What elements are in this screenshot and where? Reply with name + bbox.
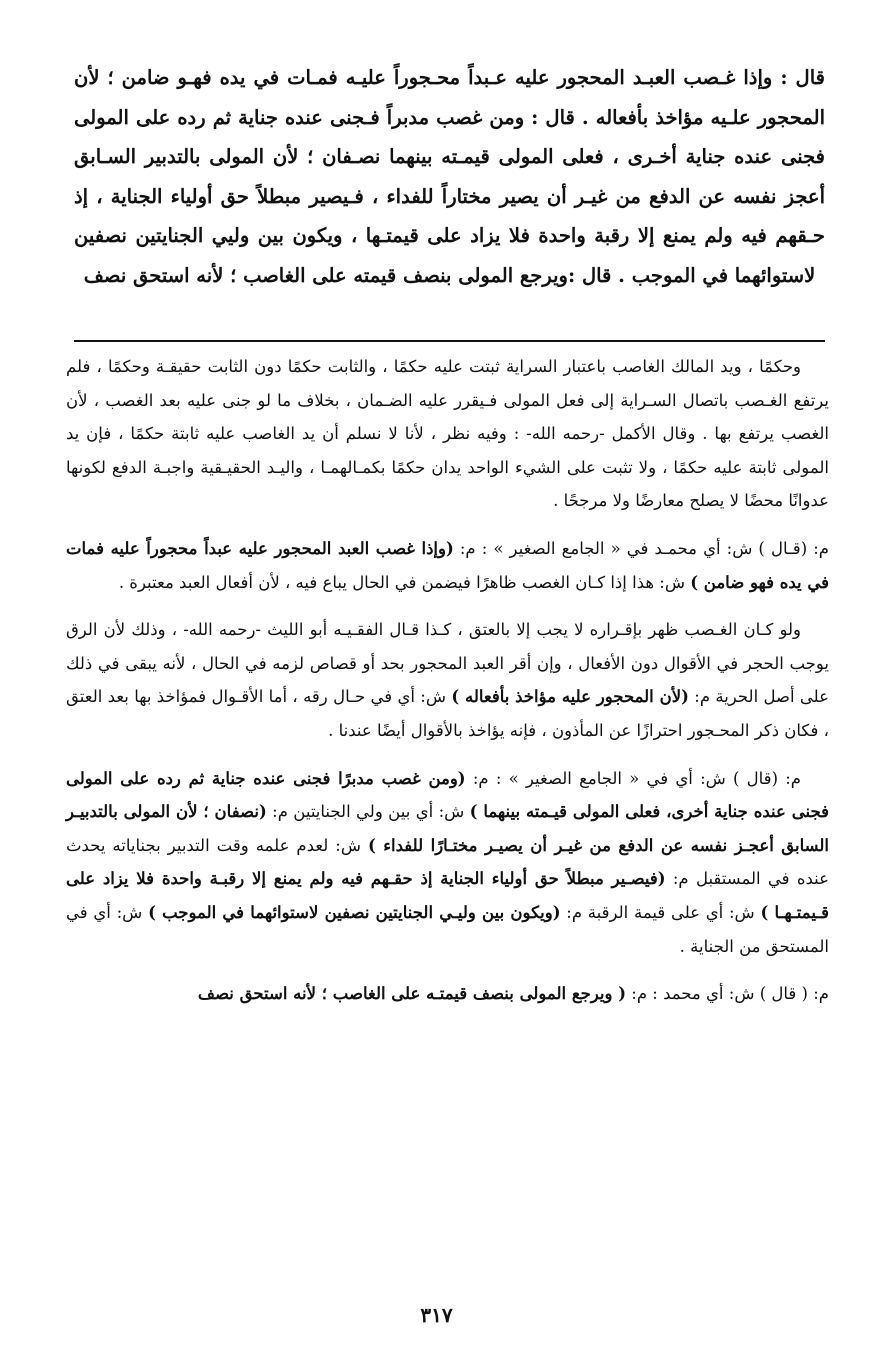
main-text: قال : وإذا غـصب العبـد المحجور عليه عـبداً محـجوراً عليـه فمـات في يده فهـو ضامن ؛ لأن المحجور علـيه مؤاخذ بأفعاله . قال : ومن غصب مدبراً فـجنى عنده جناية ثم رده على المولى فجنى عنده جناية أخـرى ، فعلى المولى قيمـته بينهما نصـفان ؛ لأن المولى بالتدبير السـابق أعجز نفسه عن الدفع من غيـر أن يصير مختاراً للفداء ، فـيصير مبطلاً حق أولياء الجناية ، إذ حـقهم فيه ولم يمنع إلا رقبة واحدة فلا يزاد على قيمتـها ، ويكون بين وليي الجنايتين نصفين لاستوائهما في الموجب . قال :ويرجع المولى بنصف قيمته على الغاصب ؛ لأنه استحق نصف: [74, 66, 825, 287]
plain-text: ش: أي في حـال رقه ، أما الأقـوال فمؤاخذ بها بعد العتق ، فكان ذكر المحـجور احترازًا عن المأذون ، فإنه يؤاخذ بالأقوال أيضًا عندنا .: [66, 687, 829, 740]
commentary-paragraph-4: [66, 762, 829, 964]
plain-text: ش: هذا إذا كـان الغصب ظاهرًا فيضمن في الحال يباع فيه ، لأن أفعال العبد معتبرة .: [118, 572, 691, 592]
commentary-paragraph-5: [66, 977, 829, 1011]
commentary-paragraph-2: [66, 532, 829, 599]
quoted-matn: (ومن غصب مدبرًا فجنى عنده جناية ثم رده على المولى فجنى عنده جناية أخرى، فعلى المولى قيـمته بينهما ): [66, 768, 829, 822]
plain-text: ش: أي على قيمة الرقبة م:: [560, 902, 761, 922]
commentary: [66, 350, 829, 1011]
quoted-matn: (فيصـير مبطلاً حق أولياء الجناية إذ حقـهم فيه ولم يمنع إلا رقبـة واحدة فلا يزاد على قـيمتـهـا ): [66, 869, 830, 922]
quoted-matn: (نصفان ؛ لأن المولى بالتدبيـر السابق أعجـز نفسه عن الدفع من غيـر أن يصيـر مختـارًا للفداء ): [66, 802, 829, 855]
footnote-divider: [74, 340, 825, 342]
page-number: ٣١٧: [420, 1303, 453, 1327]
plain-text: م: (قال ) ش: أي في « الجامع الصغير » : م:: [465, 768, 801, 788]
commentary-paragraph-1: وحكمًا ، ويد المالك الغاصب باعتبار السراية ثبتت عليه حكمًا ، والثابت حكمًا دون الثابت حقيقـة وحكمًا ، فلم يرتفع الغـصب باتصال السـراية إلى فعل المولى فـيقرر عليه الضـمان ، بخلاف ما لو جنى عليه بعد الغصب ، لأن الغصب يرتفع بها . وقال الأكمل -رحمه الله- : وفيه نظر ، لأنا لا نسلم أن يد الغاصب عليه ثابتة حكمًا ، فإن يد المولى ثابتة عليه حكمًا ، ولا تثبت على الشيء الواحد يدان حكمًا بكمـالهمـا ، واليـد الحقيـقية واجبـة الدفع لكونها عدوانًا محضًا لا يصلح معارضًا ولا مرجحًا .: [66, 357, 829, 511]
plain-text: ش: لعدم علمه وقت التدبير بجناياته يحدث عنده في المستقبل م:: [66, 835, 829, 889]
plain-text: م: (قـال ) ش: أي محمـد في « الجامع الصغير » : م:: [453, 538, 829, 558]
quoted-matn: (ويكون بين وليـي الجنايتين نصفين لاستوائهما في الموجب ): [148, 902, 561, 922]
quoted-matn: ( ويرجع المولى بنصف قيمتـه على الغاصب ؛ لأنه استحق نصف: [197, 984, 627, 1004]
quoted-matn: (وإذا غصب العبد المحجور عليه عبداً محجوراً عليه فمات في يده فهو ضامن ): [66, 538, 829, 592]
plain-text: م: ( قال ) ش: أي محمد : م:: [626, 984, 829, 1004]
commentary-paragraph-3: [66, 613, 829, 747]
quoted-matn: (لأن المحجور عليه مؤاخذ بأفعاله ): [451, 687, 689, 707]
plain-text: ش: أي بين ولي الجنايتين م:: [266, 802, 470, 822]
plain-text: ش: أي في المستحق من الجناية .: [66, 902, 829, 956]
plain-text: ولو كـان الغـصب ظهر بإقـراره لا يجب إلا بالعتق ، كـذا قـال الفقـيـه أبو الليث -رحمه الله- ، وذلك لأن الرق يوجب الحجر في الأقوال دون الأفعال ، وإن أقر العبد المحجور بحد أو قصاص لزمه في الحال ، لأنه يبقى في ذلك على أصل الحرية م:: [66, 620, 829, 707]
